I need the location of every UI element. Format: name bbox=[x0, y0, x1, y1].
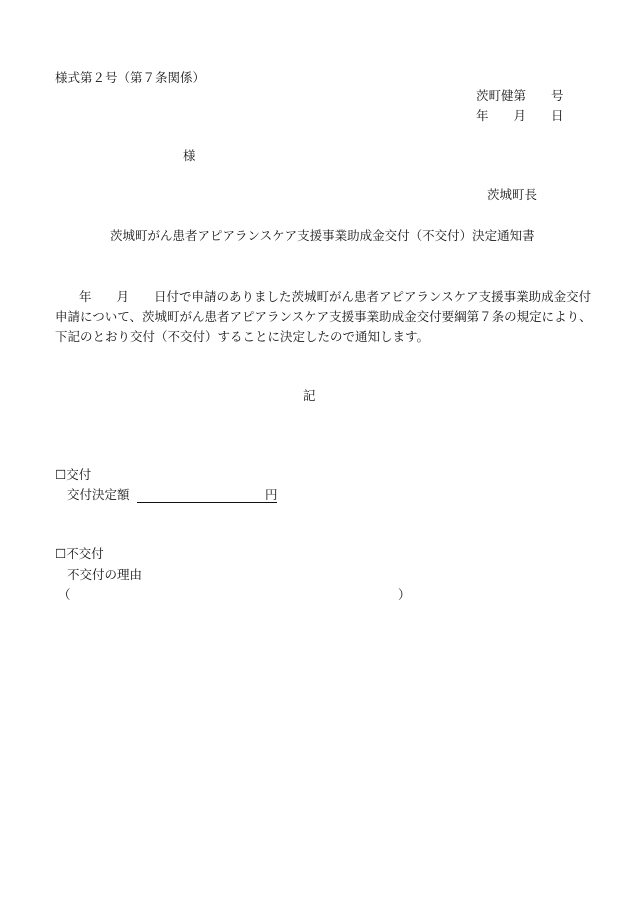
ki-heading: 記 bbox=[303, 388, 316, 403]
body-line-2: 申請について、茨城町がん患者アピアランスケア支援事業助成金交付要綱第７条の規定により、 bbox=[55, 309, 592, 324]
nongrant-reason-label: 不交付の理由 bbox=[67, 567, 143, 582]
document-title: 茨城町がん患者アピアランスケア支援事業助成金交付（不交付）決定通知書 bbox=[110, 228, 535, 243]
grant-amount-label: 交付決定額 bbox=[67, 487, 130, 502]
reason-open-paren: （ bbox=[58, 587, 71, 602]
document-number: 茨町健第 号 bbox=[476, 88, 564, 103]
grant-amount-blank bbox=[137, 502, 277, 503]
body-line-3: 下記のとおり交付（不交付）することに決定したので通知します。 bbox=[55, 329, 430, 344]
reason-close-paren: ） bbox=[398, 587, 411, 602]
grant-checkbox: ☐交付 bbox=[55, 467, 92, 482]
currency-yen: 円 bbox=[265, 487, 278, 502]
document-date: 年 月 日 bbox=[476, 108, 564, 123]
body-line-1: 年 月 日付で申請のありました茨城町がん患者アピアランスケア支援事業助成金交付 bbox=[79, 289, 592, 304]
nongrant-checkbox: ☐不交付 bbox=[55, 546, 104, 561]
sender: 茨城町長 bbox=[487, 187, 538, 202]
form-label: 様式第２号（第７条関係） bbox=[55, 70, 206, 85]
addressee-suffix: 様 bbox=[183, 148, 196, 163]
